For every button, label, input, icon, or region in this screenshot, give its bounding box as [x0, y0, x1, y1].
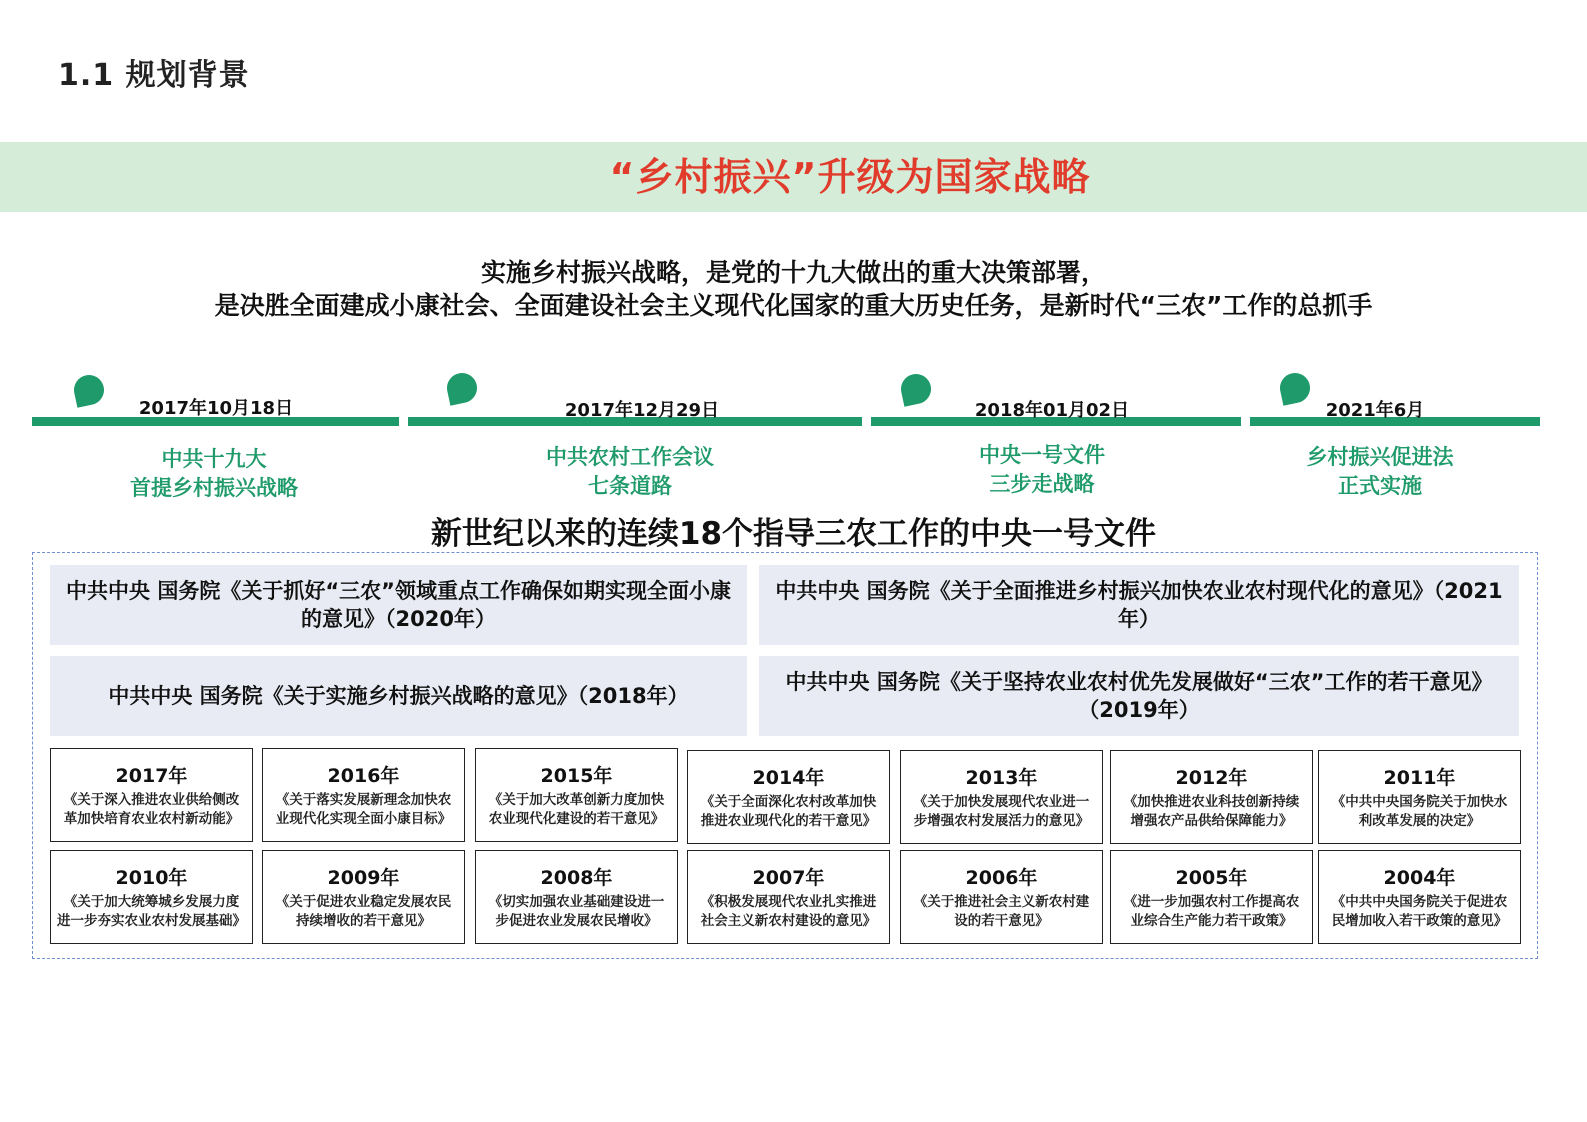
- year-label: 2009年: [327, 867, 400, 889]
- doc-title-line: 利改革发展的决定》: [1358, 813, 1481, 829]
- timeline-event-line: 正式实施: [1338, 474, 1422, 498]
- doc-title-line: 设的若干意见》: [954, 913, 1049, 929]
- year-doc-2012: [1110, 750, 1313, 844]
- timeline-event-line: 首提乡村振兴战略: [130, 476, 298, 500]
- doc-title-line: 《关于加大改革创新力度加快: [488, 792, 665, 808]
- intro-line-1: 实施乡村振兴战略，是党的十九大做出的重大决策部署，: [480, 258, 1106, 287]
- doc-title-line: 步增强农村发展活力的意见》: [913, 813, 1090, 829]
- timeline-event: [912, 441, 1172, 499]
- year-label: 2011年: [1383, 767, 1456, 789]
- doc-title-line: 农业现代化建设的若干意见》: [488, 811, 665, 827]
- doc-title-line: 《切实加强农业基础建设进一: [488, 894, 665, 910]
- year-label: 2008年: [540, 867, 613, 889]
- year-doc-2008: [475, 850, 678, 944]
- year-label: 2017年: [115, 765, 188, 787]
- year-doc-2005: [1110, 850, 1313, 944]
- doc-title-line: 业现代化实现全面小康目标》: [275, 811, 452, 827]
- year-doc-2011: [1318, 750, 1521, 844]
- docs-heading: 新世纪以来的连续18个指导三农工作的中央一号文件: [430, 516, 1157, 552]
- year-doc-2007: [687, 850, 890, 944]
- location-pin-icon: [898, 371, 934, 407]
- year-label: 2005年: [1175, 867, 1248, 889]
- banner-title: “乡村振兴”升级为国家战略: [609, 155, 1091, 199]
- doc-title-line: 革加快培育农业农村新动能》: [63, 811, 240, 827]
- year-doc-2013: [900, 750, 1103, 844]
- year-doc-2016: [262, 748, 465, 842]
- doc-title-line: 步促进农业发展农民增收》: [495, 913, 658, 929]
- doc-title-line: 增强农产品供给保障能力》: [1130, 813, 1293, 829]
- year-label: 2010年: [115, 867, 188, 889]
- year-doc-2006: [900, 850, 1103, 944]
- doc-title-line: 持续增收的若干意见》: [296, 913, 431, 929]
- doc-title-line: 推进农业现代化的若干意见》: [700, 813, 877, 829]
- year-label: 2013年: [965, 767, 1038, 789]
- year-doc-2014: [687, 750, 890, 844]
- year-label: 2004年: [1383, 867, 1456, 889]
- doc-title-line: 《关于全面深化农村改革加快: [700, 794, 877, 810]
- timeline-date: 2021年6月: [1325, 400, 1425, 421]
- year-doc-2004: [1318, 850, 1521, 944]
- timeline-event-line: 乡村振兴促进法: [1306, 445, 1454, 469]
- year-doc-2009: [262, 850, 465, 944]
- section-title: 1.1 规划背景: [58, 58, 250, 93]
- doc-title-line: 《关于加快发展现代农业进一: [913, 794, 1090, 810]
- location-pin-icon: [444, 370, 480, 406]
- year-doc-2015: [475, 748, 678, 842]
- timeline-event-line: 中央一号文件: [979, 443, 1105, 467]
- timeline-event: [84, 445, 344, 503]
- doc-title-line: 进一步夯实农业农村发展基础》: [57, 913, 246, 929]
- featured-doc-2021: 中共中央 国务院《关于全面推进乡村振兴加快农业农村现代化的意见》（2021年）: [759, 565, 1519, 645]
- timeline-event-line: 中共十九大: [161, 447, 267, 471]
- year-label: 2016年: [327, 765, 400, 787]
- intro-line-2: 是决胜全面建成小康社会、全面建设社会主义现代化国家的重大历史任务，是新时代“三农”工作的总抓手: [214, 291, 1373, 320]
- doc-title-line: 《积极发展现代农业扎实推进: [700, 894, 877, 910]
- timeline-date: 2017年12月29日: [564, 400, 720, 421]
- location-pin-icon: [71, 372, 107, 408]
- doc-title-line: 《关于推进社会主义新农村建: [913, 894, 1090, 910]
- doc-title-line: 《中共中央国务院关于促进农: [1331, 894, 1508, 910]
- year-label: 2007年: [752, 867, 825, 889]
- year-label: 2012年: [1175, 767, 1248, 789]
- timeline-event: [1250, 443, 1510, 501]
- timeline-event-line: 中共农村工作会议: [546, 445, 714, 469]
- featured-doc-2018: 中共中央 国务院《关于实施乡村振兴战略的意见》（2018年）: [50, 656, 747, 736]
- doc-title-line: 业综合生产能力若干政策》: [1130, 913, 1293, 929]
- doc-title-line: 《加快推进农业科技创新持续: [1123, 794, 1300, 810]
- doc-title-line: 《关于促进农业稳定发展农民: [275, 894, 452, 910]
- year-label: 2015年: [540, 765, 613, 787]
- doc-title-line: 民增加收入若干政策的意见》: [1331, 913, 1508, 929]
- doc-title-line: 社会主义新农村建设的意见》: [700, 913, 877, 929]
- doc-title-line: 《关于深入推进农业供给侧改: [63, 792, 240, 808]
- timeline-event-line: 七条道路: [588, 474, 672, 498]
- timeline-event: [500, 443, 760, 501]
- timeline-date: 2017年10月18日: [138, 398, 294, 419]
- featured-doc-2020: 中共中央 国务院《关于抓好“三农”领域重点工作确保如期实现全面小康的意见》（2020年）: [50, 565, 747, 645]
- year-label: 2014年: [752, 767, 825, 789]
- doc-title-line: 《中共中央国务院关于加快水: [1331, 794, 1508, 810]
- year-doc-2017: [50, 748, 253, 842]
- year-doc-2010: [50, 850, 253, 944]
- doc-title-line: 《关于加大统筹城乡发展力度: [63, 894, 240, 910]
- doc-title-line: 《进一步加强农村工作提高农: [1123, 894, 1300, 910]
- timeline-date: 2018年01月02日: [974, 400, 1130, 421]
- year-label: 2006年: [965, 867, 1038, 889]
- featured-doc-2019: 中共中央 国务院《关于坚持农业农村优先发展做好“三农”工作的若干意见》（2019年）: [759, 656, 1519, 736]
- timeline-event-line: 三步走战略: [989, 472, 1095, 496]
- doc-title-line: 《关于落实发展新理念加快农: [275, 792, 452, 808]
